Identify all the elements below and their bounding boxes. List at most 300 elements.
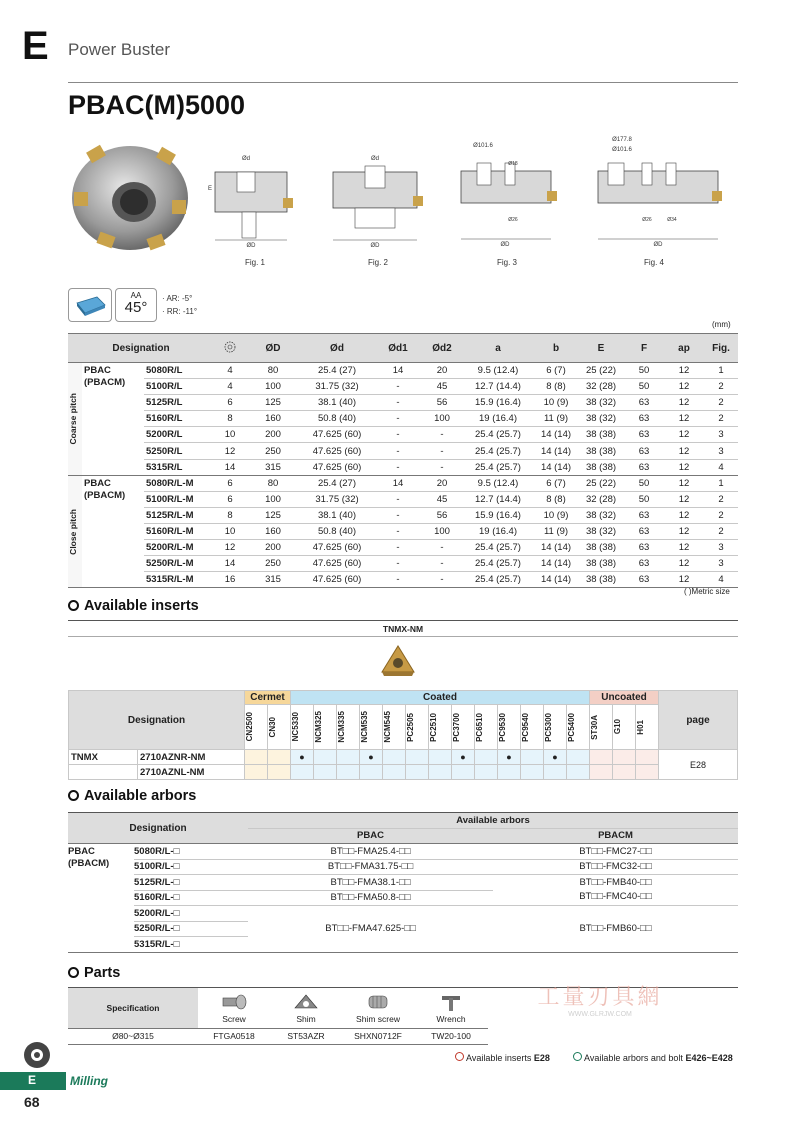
spec-cell: 6 xyxy=(214,491,246,507)
spec-cell: 31.75 (32) xyxy=(300,491,374,507)
spec-cell: 12 xyxy=(664,556,704,572)
watermark-url: WWW.GLRJW.COM xyxy=(568,1011,632,1018)
spec-cell: 15.9 (16.4) xyxy=(462,395,534,411)
grade-header: G10 xyxy=(613,705,636,750)
arbor-pbac: BT□□-FMA47.625-□□ xyxy=(248,906,493,953)
col-phi-d1: Ød1 xyxy=(374,334,422,363)
spec-cell: - xyxy=(422,427,462,443)
arbor-pbac: BT□□-FMA25.4-□□ xyxy=(248,844,493,860)
metric-note: ( )Metric size xyxy=(684,587,730,596)
spec-cell: 14 xyxy=(214,459,246,475)
section-tab-letter: E xyxy=(28,1073,37,1087)
arrow-circle-icon xyxy=(68,967,79,978)
spec-cell: - xyxy=(374,395,422,411)
spec-cell: 12 xyxy=(664,363,704,379)
arbor-desig: 5160R/L-□ xyxy=(134,890,248,906)
spec-cell: 56 xyxy=(422,395,462,411)
arbor-family: PBAC (PBACM) xyxy=(68,844,134,953)
spec-row xyxy=(68,507,738,523)
spec-cell: 12 xyxy=(664,379,704,395)
spec-cell: 12 xyxy=(664,411,704,427)
approach-angle: 45° xyxy=(124,299,148,316)
spec-cell: 6 xyxy=(214,475,246,491)
arbor-pbac: BT□□-FMA38.1-□□ xyxy=(248,875,493,891)
aa-label: AA xyxy=(130,291,142,300)
approach-angle-badge xyxy=(115,288,157,322)
part-wrench: Wrench xyxy=(414,988,488,1028)
col-phi-d2: Ød2 xyxy=(422,334,462,363)
spec-cell: - xyxy=(422,572,462,588)
spec-cell: 15.9 (16.4) xyxy=(462,507,534,523)
grade-cell xyxy=(544,765,567,780)
designation-cell: 5160R/L-M xyxy=(144,523,214,539)
dim-18: Ø18 xyxy=(508,161,518,167)
grade-cell xyxy=(268,750,291,765)
pitch-label: Coarse pitch xyxy=(68,363,82,476)
designation-cell: 5315R/L-M xyxy=(144,572,214,588)
grade-header: NCM545 xyxy=(383,705,406,750)
radial-rake: · RR: -11° xyxy=(162,307,198,316)
milling-cutter-photo xyxy=(68,140,198,255)
spec-row xyxy=(68,540,738,556)
insert-name: TNMX-NM xyxy=(382,624,424,634)
spec-cell: 6 xyxy=(214,395,246,411)
spec-row xyxy=(68,427,738,443)
insert-page-ref[interactable]: E28 xyxy=(659,750,738,780)
spec-cell: 63 xyxy=(624,556,664,572)
spec-cell: 47.625 (60) xyxy=(300,443,374,459)
grade-group-header: Cermet xyxy=(245,691,291,705)
spec-cell: - xyxy=(374,491,422,507)
grade-header: NCM535 xyxy=(360,705,383,750)
parts-spec-header: Specification xyxy=(68,988,198,1028)
spec-cell: 250 xyxy=(246,443,300,459)
grade-header: NCM335 xyxy=(337,705,360,750)
spec-header-row xyxy=(68,334,738,363)
grade-cell xyxy=(636,765,659,780)
spec-cell: 19 (16.4) xyxy=(462,411,534,427)
section-letter: E xyxy=(22,24,49,68)
fig3-drawing xyxy=(455,135,560,250)
spec-cell: 12 xyxy=(664,475,704,491)
arbor-pbacm: BT□□-FMC32-□□ xyxy=(493,859,738,875)
spec-cell: 32 (28) xyxy=(578,379,624,395)
spec-cell: 38 (32) xyxy=(578,395,624,411)
spec-cell: 10 (9) xyxy=(534,395,578,411)
spec-cell: 10 xyxy=(214,523,246,539)
header-divider xyxy=(68,82,738,83)
spec-cell: 47.625 (60) xyxy=(300,572,374,588)
grade-cell xyxy=(429,765,452,780)
insert-code: 2710AZNR-NM xyxy=(138,750,245,765)
footer-inserts-ref[interactable]: Available inserts E28 xyxy=(455,1052,550,1063)
designation-cell: 5125R/L xyxy=(144,395,214,411)
dim-177: Ø177.8 xyxy=(612,137,632,143)
col-teeth xyxy=(214,334,246,363)
grade-header: H01 xyxy=(636,705,659,750)
grade-cell xyxy=(521,765,544,780)
arbor-pbacm: BT□□-FMB40-□□ BT□□-FMC40-□□ xyxy=(493,875,738,906)
spec-cell: 16 xyxy=(214,572,246,588)
spec-cell: 14 (14) xyxy=(534,443,578,459)
dim-34-4: Ø34 xyxy=(667,217,677,223)
grade-cell xyxy=(475,750,498,765)
spec-cell: 25.4 (27) xyxy=(300,363,374,379)
spec-row xyxy=(68,395,738,411)
grade-cell xyxy=(613,750,636,765)
dim-phi-d-2: Ød xyxy=(370,156,380,162)
watermark-title: 工量刃具網 xyxy=(537,984,663,1009)
fig4-drawing xyxy=(592,133,732,250)
spec-cell: 14 xyxy=(374,363,422,379)
arbor-table xyxy=(68,813,738,953)
grade-header: PC9540 xyxy=(521,705,544,750)
arbor-pbac: BT□□-FMA50.8-□□ xyxy=(248,890,493,906)
grade-header: NCM325 xyxy=(314,705,337,750)
spec-cell: 160 xyxy=(246,411,300,427)
spec-cell: 38 (38) xyxy=(578,540,624,556)
dim-phi-D: ØD xyxy=(246,243,256,248)
spec-cell: 200 xyxy=(246,540,300,556)
spec-row xyxy=(68,459,738,475)
spec-cell: 2 xyxy=(704,395,738,411)
grade-cell xyxy=(406,750,429,765)
spec-cell: 25.4 (25.7) xyxy=(462,427,534,443)
spec-cell: - xyxy=(422,459,462,475)
arrow-circle-icon xyxy=(573,1052,582,1061)
grade-header: NC5330 xyxy=(291,705,314,750)
arrow-circle-icon xyxy=(455,1052,464,1061)
grade-cell: ● xyxy=(452,750,475,765)
spec-cell: 160 xyxy=(246,523,300,539)
spec-cell: 63 xyxy=(624,572,664,588)
family-label: PBAC (PBACM) xyxy=(82,363,144,476)
part-screw: Screw xyxy=(198,988,270,1028)
spec-cell: 12 xyxy=(664,507,704,523)
spec-row xyxy=(68,443,738,459)
designation-cell: 5080R/L-M xyxy=(144,475,214,491)
spec-cell: 63 xyxy=(624,395,664,411)
spec-cell: 2 xyxy=(704,491,738,507)
parts-table xyxy=(68,988,488,1045)
spec-cell: 12 xyxy=(664,572,704,588)
spec-cell: 12 xyxy=(664,443,704,459)
grade-cell xyxy=(590,750,613,765)
spec-row xyxy=(68,556,738,572)
parts-heading: Parts xyxy=(68,965,120,981)
designation-cell: 5100R/L-M xyxy=(144,491,214,507)
grade-header: PC6510 xyxy=(475,705,498,750)
spec-cell: 315 xyxy=(246,459,300,475)
spec-cell: 100 xyxy=(422,523,462,539)
spec-cell: 3 xyxy=(704,556,738,572)
spec-row xyxy=(68,475,738,491)
spec-cell: 250 xyxy=(246,556,300,572)
spec-cell: 80 xyxy=(246,475,300,491)
spec-cell: - xyxy=(374,459,422,475)
part-shim-code: ST53AZR xyxy=(270,1028,342,1044)
spec-cell: 6 (7) xyxy=(534,363,578,379)
spec-cell: 25.4 (25.7) xyxy=(462,443,534,459)
spec-cell: 2 xyxy=(704,507,738,523)
spec-cell: 8 (8) xyxy=(534,379,578,395)
spec-cell: 12 xyxy=(664,491,704,507)
col-ap: ap xyxy=(664,334,704,363)
dim-phi-D-2: ØD xyxy=(370,243,380,248)
grade-cell xyxy=(613,765,636,780)
grade-cell xyxy=(406,765,429,780)
spec-cell: 20 xyxy=(422,363,462,379)
spec-cell: 50.8 (40) xyxy=(300,523,374,539)
grade-header: CN2500 xyxy=(245,705,268,750)
arbors-heading: Available arbors xyxy=(68,788,196,804)
spec-row xyxy=(68,379,738,395)
spec-cell: 11 (9) xyxy=(534,411,578,427)
insert-type xyxy=(69,765,138,780)
spec-cell: - xyxy=(374,572,422,588)
spec-cell: 47.625 (60) xyxy=(300,556,374,572)
designation-cell: 5200R/L-M xyxy=(144,540,214,556)
spec-cell: - xyxy=(374,507,422,523)
spec-cell: 63 xyxy=(624,507,664,523)
spec-cell: 8 xyxy=(214,507,246,523)
spec-cell: 200 xyxy=(246,427,300,443)
grade-group-header: Coated xyxy=(291,691,590,705)
grade-header: PC5400 xyxy=(567,705,590,750)
spec-cell: 38.1 (40) xyxy=(300,395,374,411)
spec-cell: 9.5 (12.4) xyxy=(462,363,534,379)
col-designation: Designation xyxy=(68,334,214,363)
spec-cell: 47.625 (60) xyxy=(300,540,374,556)
spec-cell: 63 xyxy=(624,540,664,556)
grade-group-header: Uncoated xyxy=(590,691,659,705)
part-wrench-code: TW20-100 xyxy=(414,1028,488,1044)
spec-cell: 25.4 (25.7) xyxy=(462,556,534,572)
dim-26: Ø26 xyxy=(508,217,518,223)
spec-cell: 25.4 (27) xyxy=(300,475,374,491)
spec-cell: - xyxy=(422,556,462,572)
spec-cell: 125 xyxy=(246,507,300,523)
dim-26-4: Ø26 xyxy=(642,217,652,223)
page-number: 68 xyxy=(24,1094,40,1110)
spec-cell: 25.4 (25.7) xyxy=(462,572,534,588)
spec-cell: 100 xyxy=(246,379,300,395)
dim-E: E xyxy=(208,186,213,192)
grade-cell xyxy=(475,765,498,780)
spec-cell: 315 xyxy=(246,572,300,588)
arbor-desig: 5250R/L-□ xyxy=(134,921,248,937)
spec-cell: 31.75 (32) xyxy=(300,379,374,395)
spec-cell: 38 (32) xyxy=(578,411,624,427)
spec-cell: 6 (7) xyxy=(534,475,578,491)
insert-code: 2710AZNL-NM xyxy=(138,765,245,780)
col-phi-D: ØD xyxy=(246,334,300,363)
col-F: F xyxy=(624,334,664,363)
dim-101-4: Ø101.6 xyxy=(612,147,632,153)
spec-cell: 50 xyxy=(624,475,664,491)
spec-cell: - xyxy=(422,540,462,556)
spec-cell: 14 (14) xyxy=(534,427,578,443)
spec-cell: 2 xyxy=(704,411,738,427)
spec-cell: 12 xyxy=(664,427,704,443)
spec-cell: 25.4 (25.7) xyxy=(462,459,534,475)
spec-cell: 10 xyxy=(214,427,246,443)
spec-cell: 12 xyxy=(664,540,704,556)
shim-screw-icon xyxy=(363,992,393,1012)
dim-phi-d: Ød xyxy=(241,156,251,162)
spec-row xyxy=(68,572,738,588)
spec-cell: 38 (38) xyxy=(578,443,624,459)
spec-cell: 125 xyxy=(246,395,300,411)
axial-rake: · AR: -5° xyxy=(162,294,193,303)
spec-cell: 4 xyxy=(214,363,246,379)
spec-cell: 12 xyxy=(214,540,246,556)
spec-cell: 12 xyxy=(664,395,704,411)
insert-name-divider xyxy=(68,636,738,637)
footer-arbors-ref[interactable]: Available arbors and bolt E426~E428 xyxy=(573,1052,733,1063)
spec-cell: 100 xyxy=(246,491,300,507)
designation-cell: 5200R/L xyxy=(144,427,214,443)
grade-header: PC9530 xyxy=(498,705,521,750)
grade-header: PC3700 xyxy=(452,705,475,750)
grade-cell xyxy=(314,750,337,765)
spec-cell: - xyxy=(374,523,422,539)
grade-cell xyxy=(337,765,360,780)
spec-cell: - xyxy=(422,443,462,459)
spec-cell: 80 xyxy=(246,363,300,379)
designation-cell: 5250R/L xyxy=(144,443,214,459)
family-label: PBAC (PBACM) xyxy=(82,475,144,588)
insert-row xyxy=(69,750,738,765)
units-note: (mm) xyxy=(712,320,731,329)
spec-cell: - xyxy=(374,540,422,556)
grade-cell xyxy=(452,765,475,780)
spec-cell: 38 (38) xyxy=(578,459,624,475)
arrow-circle-icon xyxy=(68,790,79,801)
arbor-desig: 5200R/L-□ xyxy=(134,906,248,922)
grade-cell: ● xyxy=(544,750,567,765)
tnmx-insert-image xyxy=(378,642,418,680)
arrow-circle-icon xyxy=(68,600,79,611)
designation-cell: 5160R/L xyxy=(144,411,214,427)
designation-cell: 5250R/L-M xyxy=(144,556,214,572)
spec-cell: 12 xyxy=(664,459,704,475)
col-E: E xyxy=(578,334,624,363)
arbor-desig: 5100R/L-□ xyxy=(134,859,248,875)
pitch-label: Close pitch xyxy=(68,475,82,588)
spec-cell: 14 (14) xyxy=(534,459,578,475)
col-phi-d: Ød xyxy=(300,334,374,363)
dim-phi-D-4: ØD xyxy=(653,242,663,248)
spec-cell: 9.5 (12.4) xyxy=(462,475,534,491)
spec-cell: 38 (32) xyxy=(578,523,624,539)
part-shim-screw: Shim screw xyxy=(342,988,414,1028)
spec-cell: 63 xyxy=(624,523,664,539)
grade-cell xyxy=(268,765,291,780)
spec-cell: 14 xyxy=(214,556,246,572)
grade-header: PC5300 xyxy=(544,705,567,750)
insert-shape-badge xyxy=(68,288,112,322)
spec-cell: 14 xyxy=(374,475,422,491)
arbor-designation-header: Designation xyxy=(68,813,248,844)
grade-cell: ● xyxy=(498,750,521,765)
inserts-heading: Available inserts xyxy=(68,598,199,614)
spec-cell: 3 xyxy=(704,443,738,459)
spec-cell: 25 (22) xyxy=(578,475,624,491)
spec-cell: 47.625 (60) xyxy=(300,427,374,443)
fig4-label: Fig. 4 xyxy=(643,258,664,267)
arbor-pbac: BT□□-FMA31.75-□□ xyxy=(248,859,493,875)
grade-cell xyxy=(636,750,659,765)
fig1-label: Fig. 1 xyxy=(244,258,265,267)
spec-row xyxy=(68,411,738,427)
arbor-available-header: Available arbors xyxy=(248,813,738,828)
page-title: PBAC(M)5000 xyxy=(68,90,246,120)
grade-cell xyxy=(521,750,544,765)
designation-cell: 5125R/L-M xyxy=(144,507,214,523)
spec-cell: 63 xyxy=(624,443,664,459)
spec-cell: 63 xyxy=(624,411,664,427)
grade-cell xyxy=(245,750,268,765)
spec-cell: 4 xyxy=(704,572,738,588)
spec-cell: 8 xyxy=(214,411,246,427)
spec-row xyxy=(68,491,738,507)
grade-header: ST30A xyxy=(590,705,613,750)
insert-designation-header: Designation xyxy=(69,691,245,750)
grade-cell xyxy=(567,765,590,780)
designation-cell: 5315R/L xyxy=(144,459,214,475)
spec-cell: 45 xyxy=(422,379,462,395)
dim-101: Ø101.6 xyxy=(473,143,493,149)
spec-cell: 3 xyxy=(704,540,738,556)
wrench-icon xyxy=(436,992,466,1012)
grade-header: CN30 xyxy=(268,705,291,750)
spec-cell: 19 (16.4) xyxy=(462,523,534,539)
spec-cell: 38 (32) xyxy=(578,507,624,523)
grade-cell: ● xyxy=(291,750,314,765)
spec-cell: 32 (28) xyxy=(578,491,624,507)
col-fig: Fig. xyxy=(704,334,738,363)
insert-row xyxy=(69,765,738,780)
spec-cell: - xyxy=(374,379,422,395)
grade-header: PC2510 xyxy=(429,705,452,750)
spec-cell: 14 (14) xyxy=(534,556,578,572)
grade-cell xyxy=(567,750,590,765)
grade-cell: ● xyxy=(360,750,383,765)
fig1-drawing xyxy=(205,148,300,248)
spec-cell: 25.4 (25.7) xyxy=(462,540,534,556)
spec-cell: 38 (38) xyxy=(578,427,624,443)
grade-cell xyxy=(383,750,406,765)
spec-row xyxy=(68,523,738,539)
spec-cell: 50 xyxy=(624,491,664,507)
arbor-desig: 5125R/L-□ xyxy=(134,875,248,891)
section-tab-label: Milling xyxy=(70,1074,108,1088)
spec-cell: 10 (9) xyxy=(534,507,578,523)
fig2-label: Fig. 2 xyxy=(367,258,388,267)
grade-cell xyxy=(498,765,521,780)
spec-cell: 12.7 (14.4) xyxy=(462,379,534,395)
grade-cell xyxy=(590,765,613,780)
spec-cell: 1 xyxy=(704,363,738,379)
grade-cell xyxy=(245,765,268,780)
spec-cell: - xyxy=(374,411,422,427)
spec-cell: 47.625 (60) xyxy=(300,459,374,475)
fig3-label: Fig. 3 xyxy=(496,258,517,267)
spec-cell: 2 xyxy=(704,379,738,395)
part-shim-screw-code: SHXN0712F xyxy=(342,1028,414,1044)
spec-cell: 4 xyxy=(704,459,738,475)
